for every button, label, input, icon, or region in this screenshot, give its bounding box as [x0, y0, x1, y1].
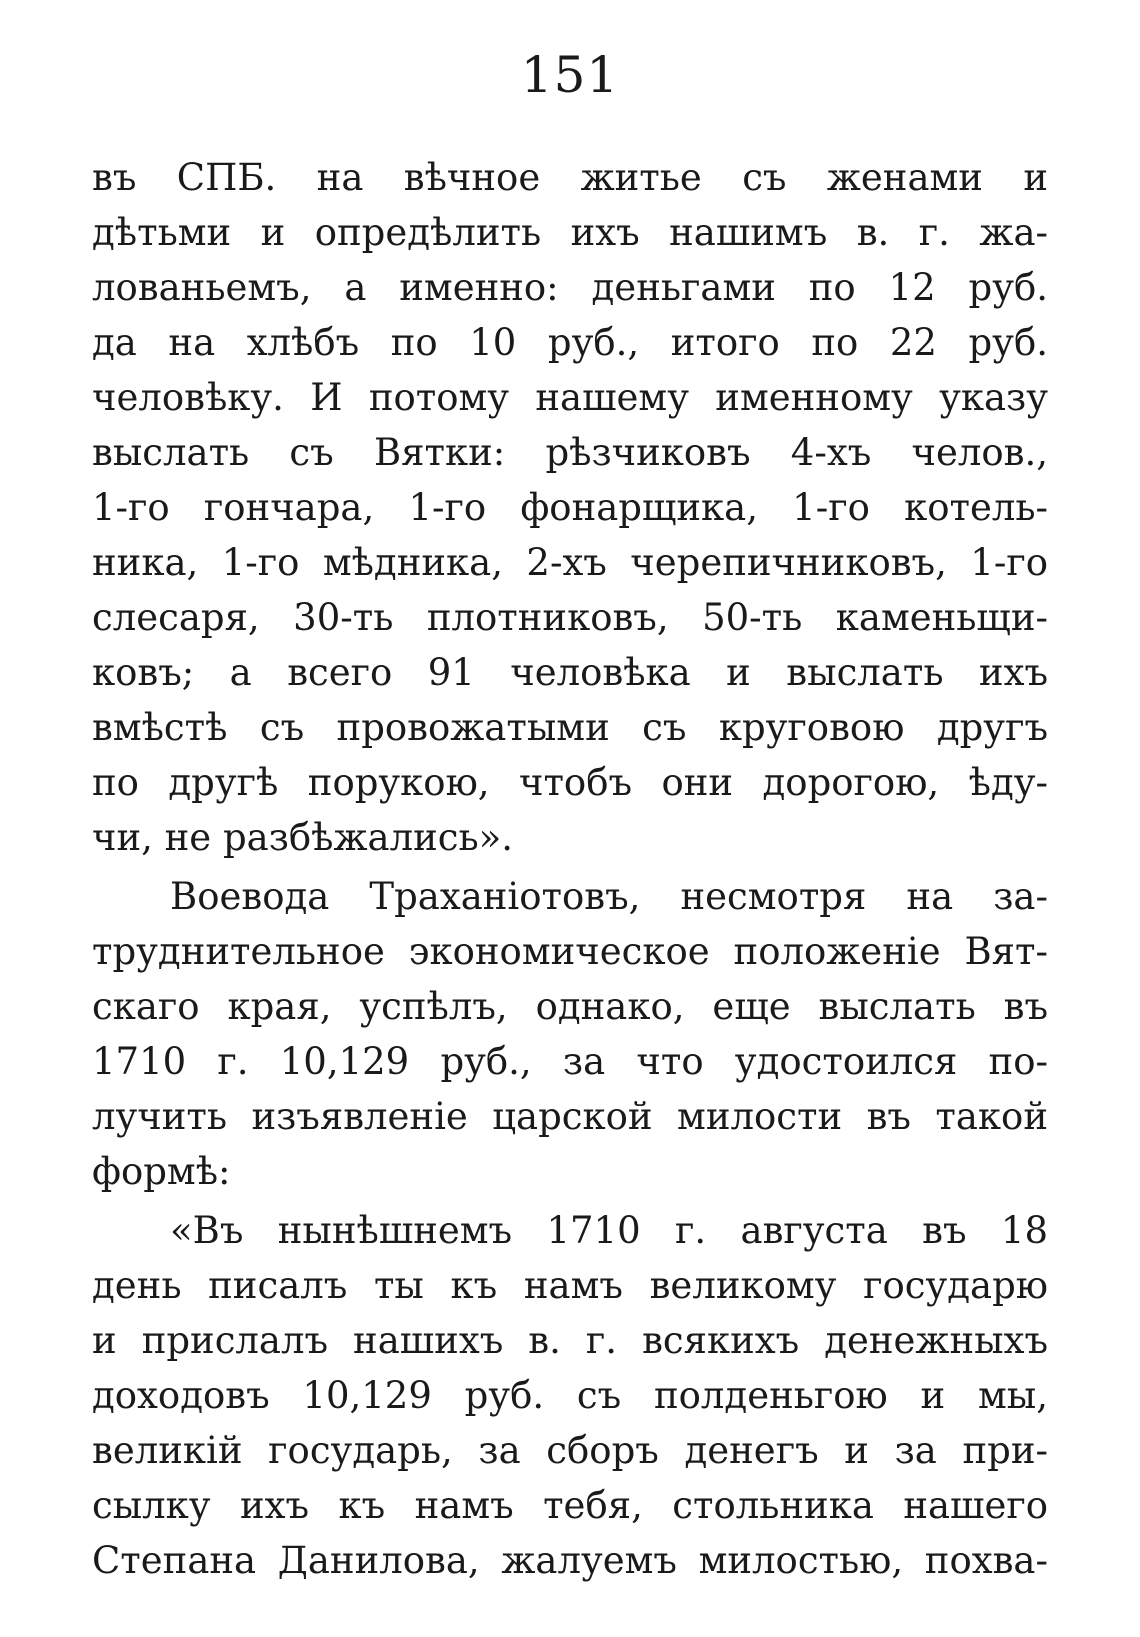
page-number: 151	[520, 46, 620, 104]
paragraph-1	[92, 150, 1048, 865]
text-line: Степана Данилова, жалуемъ милостью, похва-	[92, 1539, 1048, 1582]
text-line: человѣку. И потому нашему именному указу	[92, 376, 1048, 419]
text-line: 1-го гончара, 1-го фонарщика, 1-го котель-	[92, 486, 1048, 529]
text-line: вмѣстѣ съ провожатыми съ круговою другъ	[92, 706, 1048, 749]
page-text	[92, 150, 1048, 1588]
text-line: великій государь, за сборъ денегъ и за при-	[92, 1429, 1048, 1472]
text-line: и прислалъ нашихъ в. г. всякихъ денежныхъ	[92, 1319, 1048, 1362]
text-line: чи, не разбѣжались».	[92, 816, 514, 859]
text-line: дѣтьми и опредѣлить ихъ нашимъ в. г. жа-	[92, 211, 1048, 254]
text-line: доходовъ 10,129 руб. съ полденьгою и мы,	[92, 1374, 1048, 1417]
paragraph-3	[92, 1203, 1048, 1588]
text-line: день писалъ ты къ намъ великому государю	[92, 1264, 1048, 1307]
text-line: по другѣ порукою, чтобъ они дорогою, ѣду-	[92, 761, 1048, 804]
text-line: труднительное экономическое положеніе Вят-	[92, 930, 1048, 973]
text-line: «Въ нынѣшнемъ 1710 г. августа въ 18	[170, 1209, 1048, 1252]
text-line: лучить изъявленіе царской милости въ такой	[92, 1095, 1048, 1138]
text-line: ковъ; а всего 91 человѣка и выслать ихъ	[92, 651, 1048, 694]
text-line: въ СПБ. на вѣчное житье съ женами и	[92, 156, 1048, 199]
text-line: сылку ихъ къ намъ тебя, стольника нашего	[92, 1484, 1048, 1527]
text-line: Воевода Траханіотовъ, несмотря на за-	[170, 875, 1048, 918]
text-line: ника, 1-го мѣдника, 2-хъ черепичниковъ, 1-го	[92, 541, 1048, 584]
book-page	[92, 40, 1048, 1620]
text-line: да на хлѣбъ по 10 руб., итого по 22 руб.	[92, 321, 1048, 364]
text-line: лованьемъ, а именно: деньгами по 12 руб.	[92, 266, 1048, 309]
text-line: 1710 г. 10,129 руб., за что удостоился по-	[92, 1040, 1048, 1083]
text-line: слесаря, 30-ть плотниковъ, 50-ть каменьщи-	[92, 596, 1048, 639]
text-line: скаго края, успѣлъ, однако, еще выслать въ	[92, 985, 1048, 1028]
text-line: выслать съ Вятки: рѣзчиковъ 4-хъ челов.,	[92, 431, 1048, 474]
text-line: формѣ:	[92, 1150, 231, 1193]
paragraph-2	[92, 869, 1048, 1199]
